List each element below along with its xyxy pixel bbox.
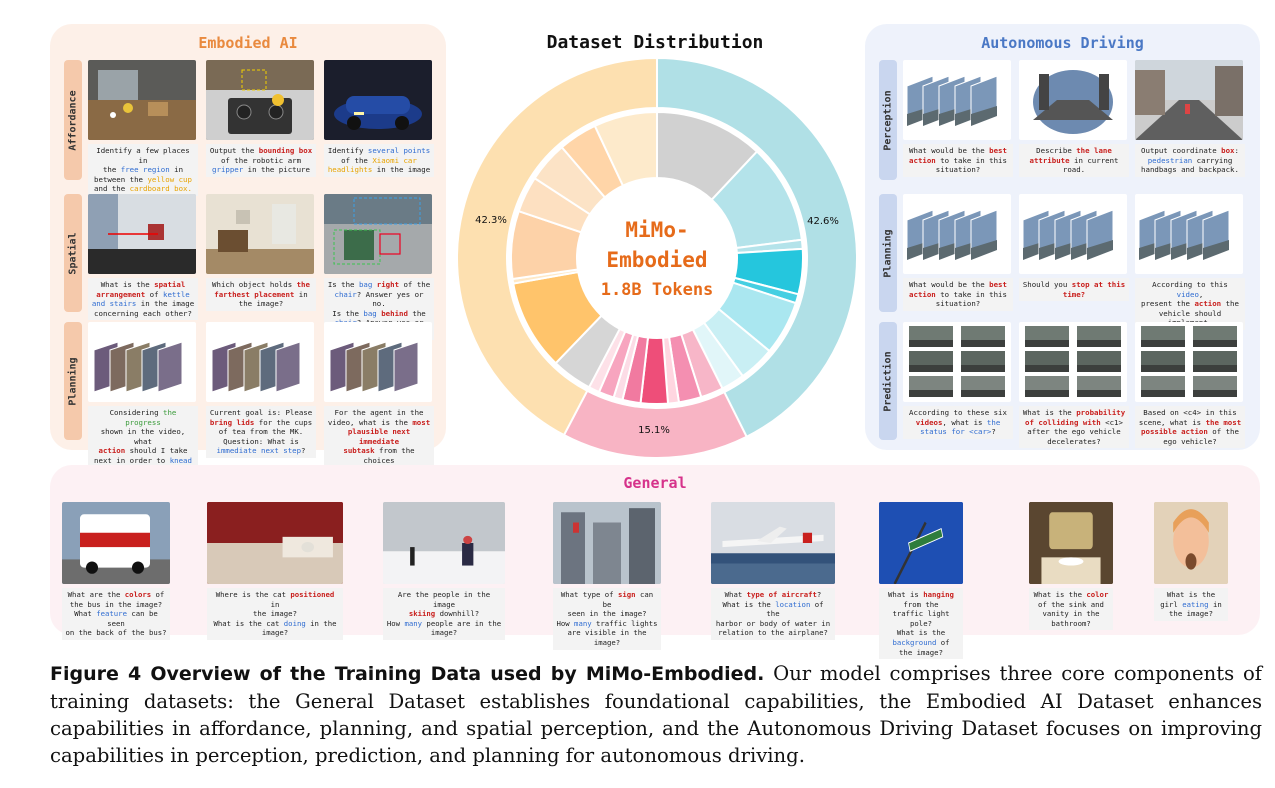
example-image: [1019, 194, 1127, 274]
example-planning-2: [206, 322, 316, 458]
row-label-text: Perception: [882, 89, 894, 151]
example-planning-3: [324, 322, 434, 477]
example-question: Output the bounding box of the robotic arm gripper in the picture: [206, 144, 316, 177]
example-image: [1019, 60, 1127, 140]
example-image: [1135, 322, 1243, 402]
example-question: Is the bag right of the chair? Answer yes or no. Is the bag behind the: [324, 278, 434, 340]
general-example-2: [207, 502, 343, 640]
general-example-6: [879, 502, 963, 659]
example-question: Are the people in the image skiing downhill? How many people are in the image?: [383, 588, 505, 640]
general-title: General: [623, 474, 687, 492]
example-question: What type of aircraft? What is the location of the harbor or body of water in relation to the airplane?: [711, 588, 835, 640]
example-perception-2: [1019, 60, 1129, 177]
example-planning-3: [1135, 194, 1245, 330]
example-question: Based on <c4> in this scene, what is the most possible action of the ego vehicle?: [1135, 406, 1245, 448]
figure-label: Figure 4 Overview of the Training Data used by MiMo-Embodied.: [50, 663, 765, 685]
example-planning-1: [903, 194, 1013, 311]
row-label-spatial: [64, 194, 82, 312]
general-example-4: [553, 502, 661, 650]
example-spatial-1: [88, 194, 198, 320]
example-image: [88, 322, 196, 402]
example-question: Which object holds the farthest placement in the image?: [206, 278, 316, 311]
example-image: [324, 194, 432, 274]
example-image: [711, 502, 835, 584]
example-image: [553, 502, 661, 584]
autonomous-driving-title: Autonomous Driving: [981, 34, 1144, 52]
embodied-ai-title: Embodied AI: [198, 34, 298, 52]
example-question: Output coordinate box: pedestrian carrying handbags and backpack.: [1135, 144, 1245, 177]
row-label-planning: [879, 194, 897, 312]
example-prediction-3: [1135, 322, 1245, 448]
embodied-ai-panel: [50, 24, 446, 465]
example-question: What is hanging from the traffic light pole? What is the background of the image?: [879, 588, 963, 659]
example-image: [324, 60, 432, 140]
example-perception-3: [1135, 60, 1245, 177]
example-question: Identify several points of the Xiaomi car headlights in the image: [324, 144, 434, 177]
example-perception-1: [903, 60, 1013, 177]
row-label-text: Prediction: [882, 350, 894, 412]
example-image: [879, 502, 963, 584]
example-question: What are the colors of the bus in the image? What feature can be seen on the back of the bus?: [62, 588, 170, 640]
example-image: [903, 60, 1011, 140]
general-example-8: [1154, 502, 1228, 621]
example-planning-2: [1019, 194, 1129, 301]
example-question: For the agent in the video, what is the most plausible next immediate subtask from the choices: [324, 406, 434, 477]
example-image: [324, 322, 432, 402]
example-spatial-2: [206, 194, 316, 311]
example-image: [1135, 194, 1243, 274]
example-image: [62, 502, 170, 584]
embodied-percentage-label: 42.3%: [475, 215, 507, 226]
example-question: Considering the progress shown in the video, what action should I take next in order to knead: [88, 406, 198, 477]
example-image: [88, 194, 196, 274]
row-label-prediction: [879, 322, 897, 440]
row-label-perception: [879, 60, 897, 180]
example-image: [206, 322, 314, 402]
example-question: What is the girl eating in the image?: [1154, 588, 1228, 621]
row-label-text: Affordance: [67, 89, 79, 151]
example-question: According to these six videos, what is the status for <car>?: [903, 406, 1013, 439]
example-question: Current goal is: Please bring lids for the cups of tea from the MK. Question: What is immediate next step?: [206, 406, 316, 458]
general-percentage-label: 15.1%: [638, 425, 670, 436]
row-label-affordance: [64, 60, 82, 180]
example-affordance-2: [206, 60, 316, 177]
general-example-5: [711, 502, 835, 640]
example-question: According to this video, present the action the vehicle should: [1135, 278, 1245, 330]
dataset-distribution-donut: [450, 55, 870, 465]
example-question: What is the spatial arrangement of kettle and stairs in the image concerning each other?: [88, 278, 198, 320]
example-image: [207, 502, 343, 584]
example-question: What type of sign can be seen in the image? How many traffic lights are visible in the image?: [553, 588, 661, 650]
example-question: What would be the best action to take in this situation?: [903, 278, 1013, 311]
autonomous-driving-panel: [865, 24, 1260, 450]
example-image: [1154, 502, 1228, 584]
example-question: Identify a few places in the free region in between the yellow cup and the cardboard box.: [88, 144, 198, 196]
row-label-text: Planning: [67, 356, 79, 406]
example-image: [903, 322, 1011, 402]
row-label-text: Planning: [882, 228, 894, 278]
example-affordance-3: [324, 60, 434, 177]
example-prediction-1: [903, 322, 1013, 439]
donut-center-line-3: 1.8B Tokens: [600, 280, 714, 300]
example-affordance-1: [88, 60, 198, 196]
donut-center-line-1: MiMo-: [625, 218, 689, 242]
example-image: [1019, 322, 1127, 402]
example-image: [1029, 502, 1113, 584]
driving-percentage-label: 42.6%: [807, 216, 839, 227]
general-example-1: [62, 502, 170, 640]
example-question: Should you stop at this time?: [1019, 278, 1129, 301]
example-question: What is the color of the sink and vanity in the bathroom?: [1029, 588, 1113, 630]
dataset-distribution-title: Dataset Distribution: [546, 32, 764, 53]
general-example-7: [1029, 502, 1113, 630]
example-image: [1135, 60, 1243, 140]
example-image: [903, 194, 1011, 274]
figure-caption-text: Our model comprises three core components of training datasets: the General Dataset establishes foundational capabilities, the Embodied AI Dataset enhances capabilities in affordance, planning, and spatial perception, and the Autonomous Driving Dataset focuses on improving capabilities in perception, prediction, and planning for autonomous driving.: [50, 662, 1262, 767]
example-image: [383, 502, 505, 584]
example-image: [206, 194, 314, 274]
example-question: What would be the best action to take in this situation?: [903, 144, 1013, 177]
row-label-planning: [64, 322, 82, 440]
example-question: What is the probability of colliding with <c1> after the ego vehicle decelerates?: [1019, 406, 1129, 448]
donut-center-line-2: Embodied: [606, 248, 708, 272]
example-question: Describe the lane attribute in current road.: [1019, 144, 1129, 177]
example-spatial-3: [324, 194, 434, 340]
example-planning-1: [88, 322, 198, 477]
figure-caption: [50, 660, 1262, 769]
example-image: [88, 60, 196, 140]
example-image: [206, 60, 314, 140]
row-label-text: Spatial: [67, 231, 79, 275]
general-panel: [50, 465, 1260, 657]
general-example-3: [383, 502, 505, 640]
example-prediction-2: [1019, 322, 1129, 448]
example-question: Where is the cat positioned in the image? What is the cat doing in the image?: [207, 588, 343, 640]
